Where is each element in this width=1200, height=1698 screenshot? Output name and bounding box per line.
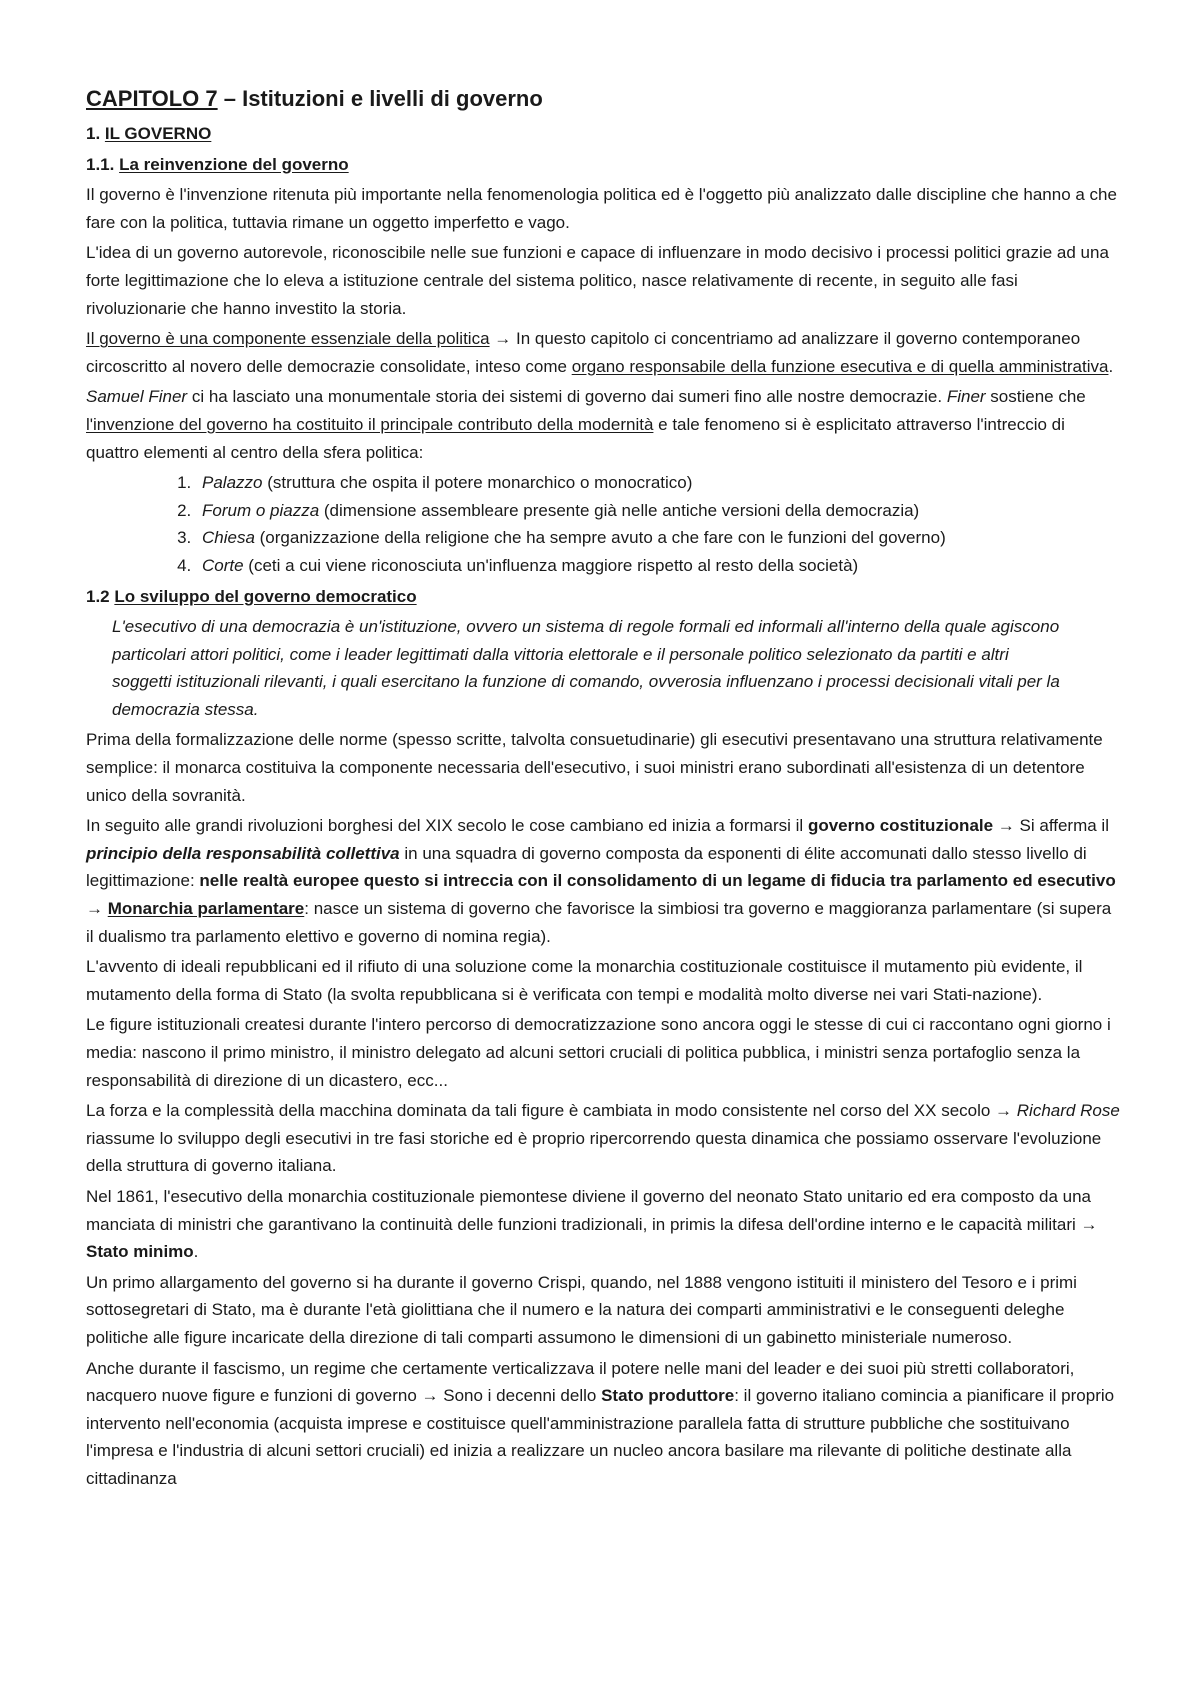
- paragraph: [86, 812, 1120, 950]
- paragraph: Prima della formalizzazione delle norme (spesso scritte, talvolta consuetudinarie) gli esecutivi presentavano una struttura relativamente semplice: il monarca costituiva la componente necessaria dell'esecutivo, i suoi ministri erano subordinati all'esistenza di un detentore unico della sovranità.: [86, 730, 1103, 805]
- chapter-title: [86, 84, 1120, 114]
- text: sostiene che: [985, 387, 1086, 407]
- list-item-desc: (organizzazione della religione che ha sempre avuto a che fare con le funzioni del governo): [254, 528, 946, 548]
- section-number: 1.: [86, 124, 105, 143]
- definition-quote: L'esecutivo di una democrazia è un'istituzione, ovvero un sistema di regole formali ed informali all'interno della quale agiscono particolari attori politici, come i leader legittimati dalla vittoria elettorale e il personale politico selezionato da partiti e altri soggetti istituzionali rilevanti, i quali esercitano la funzione di comando, ovverosia influenzano i processi decisionali vitali per la democrazia stessa.: [112, 617, 1060, 719]
- text: La forza e la complessità della macchina dominata da tali figure è cambiata in modo consistente nel corso del XX secolo →: [86, 1101, 1017, 1121]
- list-item: [196, 469, 1120, 497]
- section-number: 1.2: [86, 586, 115, 606]
- list-item: [196, 497, 1120, 525]
- chapter-label: CAPITOLO 7: [86, 86, 218, 111]
- section-heading-1-1: [86, 151, 1120, 179]
- text: e tale fenomeno si è esplicitato attraverso l'intreccio di quattro elementi al centro della sfera politica:: [86, 414, 1065, 462]
- paragraph: Le figure istituzionali createsi durante l'intero percorso di democratizzazione sono ancora oggi le stesse di cui ci raccontano ogni giorno i media: nascono il primo ministro, il ministro delegato ad alcuni settori cruciali di politica pubblica, i ministri senza portafoglio senza la responsabilità di direzione di un dicastero, ecc...: [86, 1015, 1111, 1090]
- numbered-list: [86, 469, 1120, 579]
- list-item-term: Corte: [202, 555, 244, 575]
- paragraph: L'avvento di ideali repubblicani ed il rifiuto di una soluzione come la monarchia costituzionale costituisce il mutamento più evidente, il mutamento della forma di Stato (la svolta repubblicana si è verificata con tempi e modalità molto diverse nei vari Stati-nazione).: [86, 957, 1083, 1004]
- section-heading-1: [86, 120, 1120, 148]
- text: in una squadra di governo composta da esponenti di élite accomunati dallo stesso livello di legittimazione:: [86, 843, 1087, 891]
- list-item-term: Forum o piazza: [202, 500, 320, 520]
- list-item: [196, 552, 1120, 580]
- text: : il governo italiano comincia a pianificare il proprio intervento nell'economia (acquista imprese e costituisce quell'amministrazione parallela fatta di strutture pubbliche che sostituivano l'impresa e l'industria di alcuni settori cruciali) ed inizia a realizzare un nucleo ancora basilare ma rilevante di politiche destinate alla cittadinanza: [86, 1386, 1115, 1488]
- list-item-term: Chiesa: [202, 528, 255, 548]
- paragraph: [86, 1183, 1120, 1266]
- list-item: [196, 524, 1120, 552]
- bold-underlined-text: Monarchia parlamentare: [107, 899, 305, 919]
- italic-name: Richard Rose: [1016, 1101, 1120, 1121]
- paragraph: [86, 325, 1120, 380]
- section-heading-1-2: [86, 583, 1120, 611]
- italic-name: Finer: [946, 387, 986, 407]
- text: Nel 1861, l'esecutivo della monarchia costituzionale piemontese diviene il governo del neonato Stato unitario ed era composto da una manciata di ministri che garantivano la continuità delle funzioni tradizionali, in primis la difesa dell'ordine interno e le capacità militari →: [86, 1186, 1098, 1234]
- bold-text: Stato minimo: [86, 1242, 194, 1262]
- list-item-desc: (ceti a cui viene riconosciuta un'influenza maggiore rispetto al resto della società): [243, 555, 859, 575]
- underlined-text: Il governo è una componente essenziale della politica: [86, 329, 490, 349]
- list-item-desc: (struttura che ospita il potere monarchico o monocratico): [262, 473, 693, 493]
- text: Anche durante il fascismo, un regime che certamente verticalizzava il potere nelle mani del leader e dei suoi più stretti collaboratori, nacquero nuove figure e funzioni di governo → Sono i decenni dello: [86, 1358, 1075, 1406]
- section-label: Lo sviluppo del governo democratico: [114, 586, 417, 606]
- bold-text: nelle realtà europee questo si intreccia con il consolidamento di un legame di fiducia tra parlamento ed esecutivo →: [86, 871, 1116, 919]
- section-label: La reinvenzione del governo: [119, 154, 349, 174]
- section-number: 1.1.: [86, 154, 120, 174]
- paragraph: Un primo allargamento del governo si ha durante il governo Crispi, quando, nel 1888 vengono istituiti il ministero del Tesoro e i primi sottosegretari di Stato, ma è durante l'età giolittiana che il numero e la natura dei comparti amministrativi e le conseguenti deleghe politiche alle figure incaricate della direzione di tali comparti assumono le dimensioni di un gabinetto ministeriale numeroso.: [86, 1272, 1077, 1347]
- paragraph: [86, 1355, 1120, 1493]
- text: → Si afferma il: [993, 816, 1109, 836]
- bold-text: governo costituzionale: [807, 816, 994, 836]
- paragraph: L'idea di un governo autorevole, riconoscibile nelle sue funzioni e capace di influenzare in modo decisivo i processi politici grazie ad una forte legittimazione che lo eleva a istituzione centrale del sistema politico, nasce relativamente di recente, in seguito alle fasi rivoluzionarie che hanno investito la storia.: [86, 243, 1109, 318]
- chapter-subtitle: – Istituzioni e livelli di governo: [217, 86, 543, 111]
- text: ci ha lasciato una monumentale storia dei sistemi di governo dai sumeri fino alle nostre democrazie.: [187, 387, 947, 407]
- paragraph: [86, 1097, 1120, 1180]
- text: → In questo capitolo ci concentriamo ad analizzare il governo contemporaneo circoscritto al novero delle democrazie consolidate, inteso come: [86, 329, 1081, 376]
- list-item-desc: (dimensione assembleare presente già nelle antiche versioni della democrazia): [319, 500, 920, 520]
- underlined-text: organo responsabile della funzione esecutiva e di quella amministrativa: [571, 356, 1109, 376]
- text: : nasce un sistema di governo che favorisce la simbiosi tra governo e maggioranza parlamentare (si supera il dualismo tra parlamento elettivo e governo di nomina regia).: [86, 899, 1112, 946]
- bold-italic-text: principio della responsabilità collettiva: [86, 843, 400, 863]
- paragraph: Il governo è l'invenzione ritenuta più importante nella fenomenologia politica ed è l'oggetto più analizzato dalle discipline che hanno a che fare con la politica, tuttavia rimane un oggetto imperfetto e vago.: [86, 185, 1117, 232]
- text: .: [1108, 356, 1114, 376]
- section-label: IL GOVERNO: [104, 124, 212, 143]
- list-item-term: Palazzo: [202, 473, 263, 493]
- text: In seguito alle grandi rivoluzioni borghesi del XIX secolo le cose cambiano ed inizia a formarsi il: [86, 816, 808, 836]
- bold-text: Stato produttore: [601, 1386, 735, 1406]
- paragraph: [86, 383, 1120, 466]
- text: riassume lo sviluppo degli esecutivi in tre fasi storiche ed è proprio ripercorrendo questa dinamica che possiamo osservare l'evoluzione della struttura di governo italiana.: [86, 1128, 1102, 1176]
- text: .: [193, 1242, 199, 1262]
- underlined-text: l'invenzione del governo ha costituito il principale contributo della modernità: [86, 414, 654, 434]
- italic-name: Samuel Finer: [86, 387, 188, 407]
